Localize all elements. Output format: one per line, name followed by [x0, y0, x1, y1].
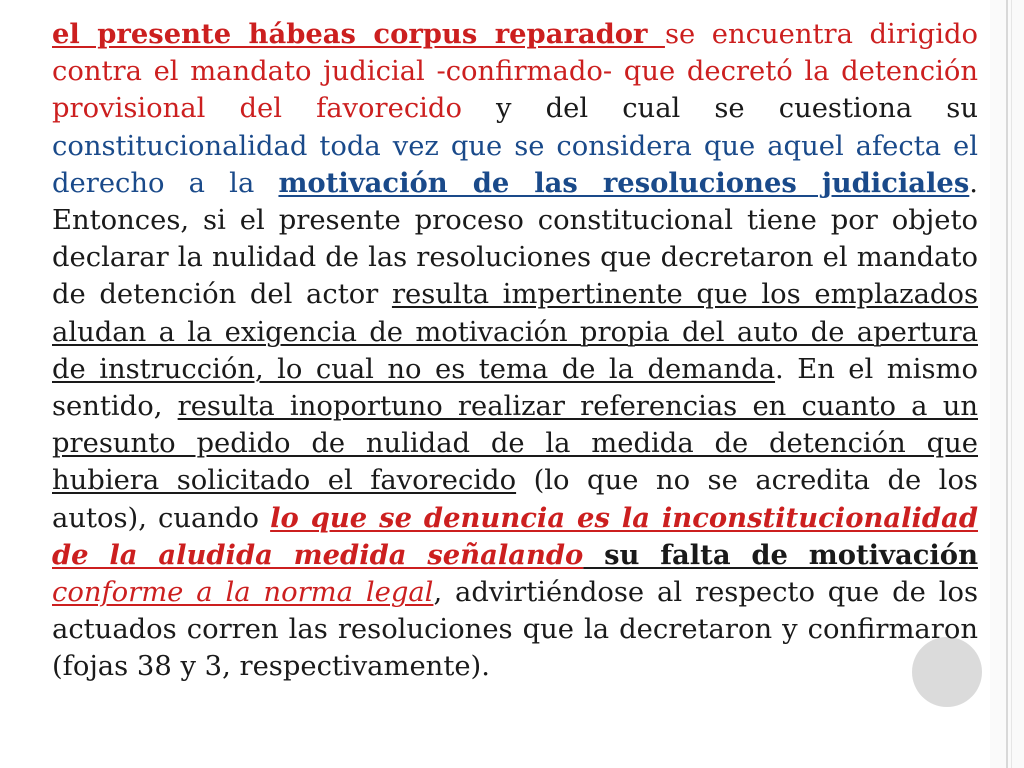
- right-decorative-line-inner: [1011, 0, 1012, 768]
- text-segment: . En el mismo sentido,: [52, 353, 978, 423]
- text-segment: , advirtiéndose al respecto que de los actuados corren las resoluciones que la decretaron y confirmaron (fojas 38 y 3, respectivamente).: [52, 577, 979, 683]
- text-segment: (lo que no se acredita de los autos), cuando: [52, 465, 978, 534]
- highlight-motivacion: motivación de las resoluciones judiciales: [278, 166, 970, 199]
- body-paragraph: [52, 16, 978, 686]
- highlight-falta-motivacion: su falta de motivación: [583, 538, 978, 571]
- text-segment: y del cual se cuestiona su: [461, 93, 979, 125]
- text-segment-blue: constitucionalidad toda vez que se considera que aquel afecta el derecho a la: [52, 130, 978, 199]
- underlined-impertinente: resulta impertinente que los emplazados aludan a la exigencia de motivación propia del auto de apertura de instrucción, lo cual no es tema de la demanda: [52, 279, 979, 385]
- text-segment: . Entonces, si el presente proceso constitucional tiene por objeto declarar la nulidad de las resoluciones que decretaron el mandato de detención del actor: [52, 167, 979, 311]
- right-decorative-line: [1006, 0, 1008, 768]
- underlined-inoportuno: resulta inoportuno realizar referencias en cuanto a un presunto pedido de nulidad de la medida de detención que hubiera solicitado el favorecido: [52, 391, 978, 497]
- highlight-habeas-corpus: el presente hábeas corpus reparador: [52, 18, 665, 50]
- highlight-norma-legal: conforme a la norma legal: [52, 577, 434, 609]
- highlight-denuncia: lo que se denuncia es la inconstitucionalidad de la aludida medida señalando: [52, 501, 978, 571]
- text-segment-red: se encuentra dirigido contra el mandato judicial -confirmado- que decretó la detención provisional del favorecido: [52, 19, 978, 125]
